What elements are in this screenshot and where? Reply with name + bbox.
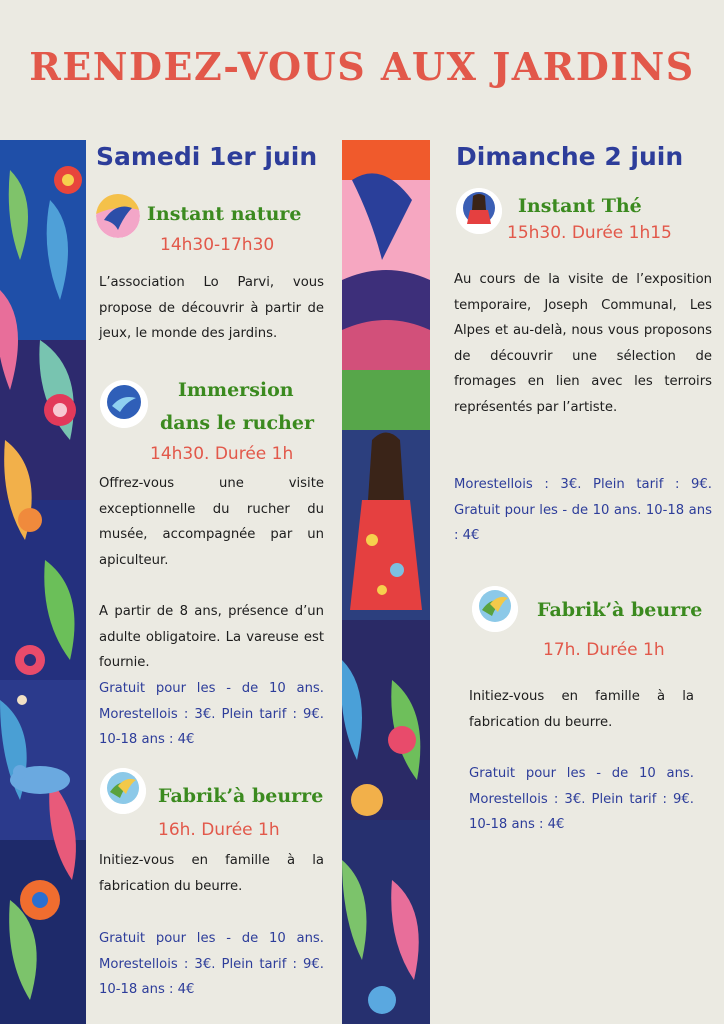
event-description: Offrez-vous une visite exceptionnelle du rucher du musée, accompagnée par un apiculteur. (99, 476, 324, 568)
bird-icon (96, 194, 140, 238)
floral-illustration-middle (342, 140, 430, 1024)
event-time: 17h. Durée 1h (543, 640, 665, 660)
event-title-line2: dans le rucher (160, 412, 314, 434)
event-title-line1: Immersion (178, 379, 294, 401)
event-description: Initiez-vous en famille à la fabrication du beurre. (469, 689, 694, 730)
event-title: Fabrik’à beurre (537, 599, 703, 621)
event-price: Gratuit pour les - de 10 ans. Morestellois : 3€. Plein tarif : 9€. 10-18 ans : 4€ (99, 681, 324, 747)
event-title: Instant nature (147, 203, 302, 225)
event-time: 16h. Durée 1h (158, 820, 280, 840)
event-time: 14h30. Durée 1h (150, 444, 294, 464)
saturday-heading: Samedi 1er juin (96, 142, 318, 171)
birds-icon (100, 768, 146, 814)
event-note: A partir de 8 ans, présence d’un adulte obligatoire. La vareuse est fournie. (99, 604, 324, 670)
event-description: Initiez-vous en famille à la fabrication du beurre. (99, 853, 324, 894)
event-price: Gratuit pour les - de 10 ans. Morestellois : 3€. Plein tarif : 9€. 10-18 ans : 4€ (469, 766, 694, 832)
sunday-heading: Dimanche 2 juin (456, 142, 684, 171)
hummingbird-icon (100, 380, 148, 428)
event-title: Instant Thé (518, 195, 642, 217)
birds-icon (472, 586, 518, 632)
event-time: 15h30. Durée 1h15 (507, 223, 672, 243)
floral-illustration-left (0, 140, 86, 1024)
event-title: Fabrik’à beurre (158, 785, 324, 807)
event-price: Morestellois : 3€. Plein tarif : 9€. Gratuit pour les - de 10 ans. 10-18 ans : 4€ (454, 477, 712, 543)
page-title: RENDEZ-VOUS AUX JARDINS (29, 44, 695, 89)
event-description: L’association Lo Parvi, vous propose de découvrir à partir de jeux, le monde des jardins. (99, 275, 324, 341)
event-time: 14h30-17h30 (160, 235, 275, 255)
woman-icon (456, 188, 502, 234)
event-price: Gratuit pour les - de 10 ans. Morestellois : 3€. Plein tarif : 9€. 10-18 ans : 4€ (99, 931, 324, 997)
event-description: Au cours de la visite de l’exposition temporaire, Joseph Communal, Les Alpes et au-delà, nous vous proposons de découvrir une sélection de fromages en lien avec les terroirs représentés par l’artiste. (454, 272, 712, 415)
